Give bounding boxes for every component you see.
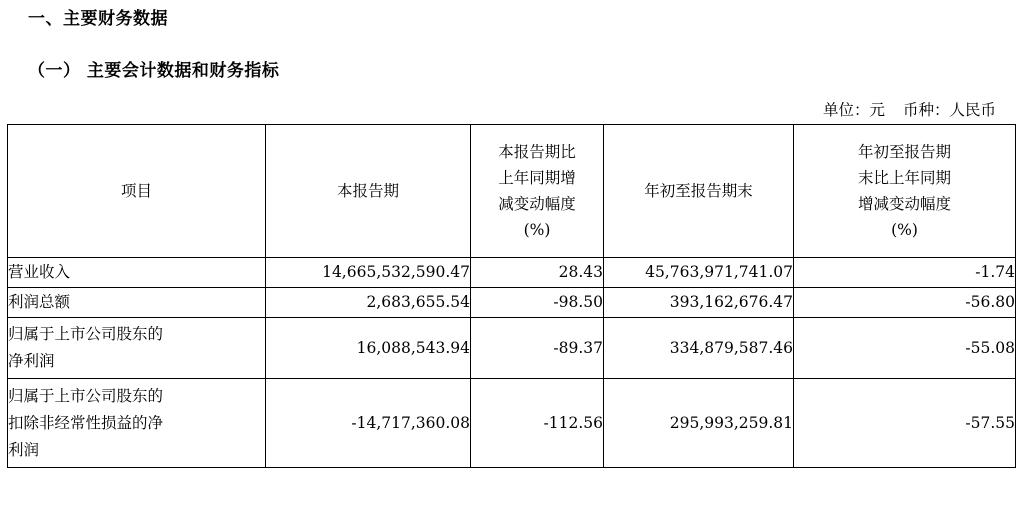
column-header-current-change: [471, 125, 604, 258]
column-header-current-period: 本报告期: [266, 125, 471, 258]
cell-ytd-change: -55.08: [794, 318, 1016, 379]
cell-ytd: 334,879,587.46: [604, 318, 794, 379]
table-row: [8, 318, 1016, 379]
cell-ytd-change: -57.55: [794, 379, 1016, 468]
row-label: [8, 318, 266, 379]
cell-current-period: -14,717,360.08: [266, 379, 471, 468]
cell-current-change: 28.43: [471, 258, 604, 288]
column-header-item: 项目: [8, 125, 266, 258]
row-label: 营业收入: [8, 258, 266, 288]
unit-currency-line: [823, 98, 996, 120]
row-label-line-2: 扣除非经常性损益的净: [8, 413, 164, 432]
cell-current-period: 2,683,655.54: [266, 288, 471, 318]
current-change-line-2: 上年同期增: [498, 169, 576, 187]
row-label-line-3: 利润: [8, 440, 40, 459]
page-title: 一、主要财务数据: [28, 9, 168, 29]
table-row: [8, 288, 1016, 318]
ytd-change-line-4: (%): [891, 221, 918, 239]
table-header-row: [8, 125, 1016, 258]
row-label-line-1: 归属于上市公司股东的: [8, 325, 164, 343]
cell-current-change: -112.56: [471, 379, 604, 468]
cell-ytd: 45,763,971,741.07: [604, 258, 794, 288]
unit-label: 单位：元: [822, 101, 885, 119]
ytd-change-line-3: 增减变动幅度: [857, 195, 951, 213]
table-row: [8, 379, 1016, 468]
row-label-line-1: 归属于上市公司股东的: [8, 386, 164, 405]
current-change-line-1: 本报告期比: [498, 143, 576, 161]
cell-current-period: 14,665,532,590.47: [266, 258, 471, 288]
row-label: [8, 379, 266, 468]
cell-ytd: 393,162,676.47: [604, 288, 794, 318]
cell-current-change: -89.37: [471, 318, 604, 379]
row-label: 利润总额: [8, 288, 266, 318]
current-change-line-4: (%): [523, 221, 551, 239]
current-change-line-3: 减变动幅度: [498, 195, 576, 213]
financial-data-table: [7, 124, 1016, 468]
cell-current-period: 16,088,543.94: [266, 318, 471, 379]
cell-ytd-change: -1.74: [794, 258, 1016, 288]
column-header-ytd-change: [794, 125, 1016, 258]
ytd-change-line-1: 年初至报告期: [857, 143, 951, 161]
cell-ytd: 295,993,259.81: [604, 379, 794, 468]
row-label-line-2: 净利润: [8, 352, 55, 370]
ytd-change-line-2: 末比上年同期: [857, 169, 951, 187]
table-row: [8, 258, 1016, 288]
currency-label: 币种：人民币: [902, 101, 996, 119]
section-subtitle: （一） 主要会计数据和财务指标: [28, 61, 280, 81]
cell-ytd-change: -56.80: [794, 288, 1016, 318]
column-header-ytd: 年初至报告期末: [604, 125, 794, 258]
cell-current-change: -98.50: [471, 288, 604, 318]
